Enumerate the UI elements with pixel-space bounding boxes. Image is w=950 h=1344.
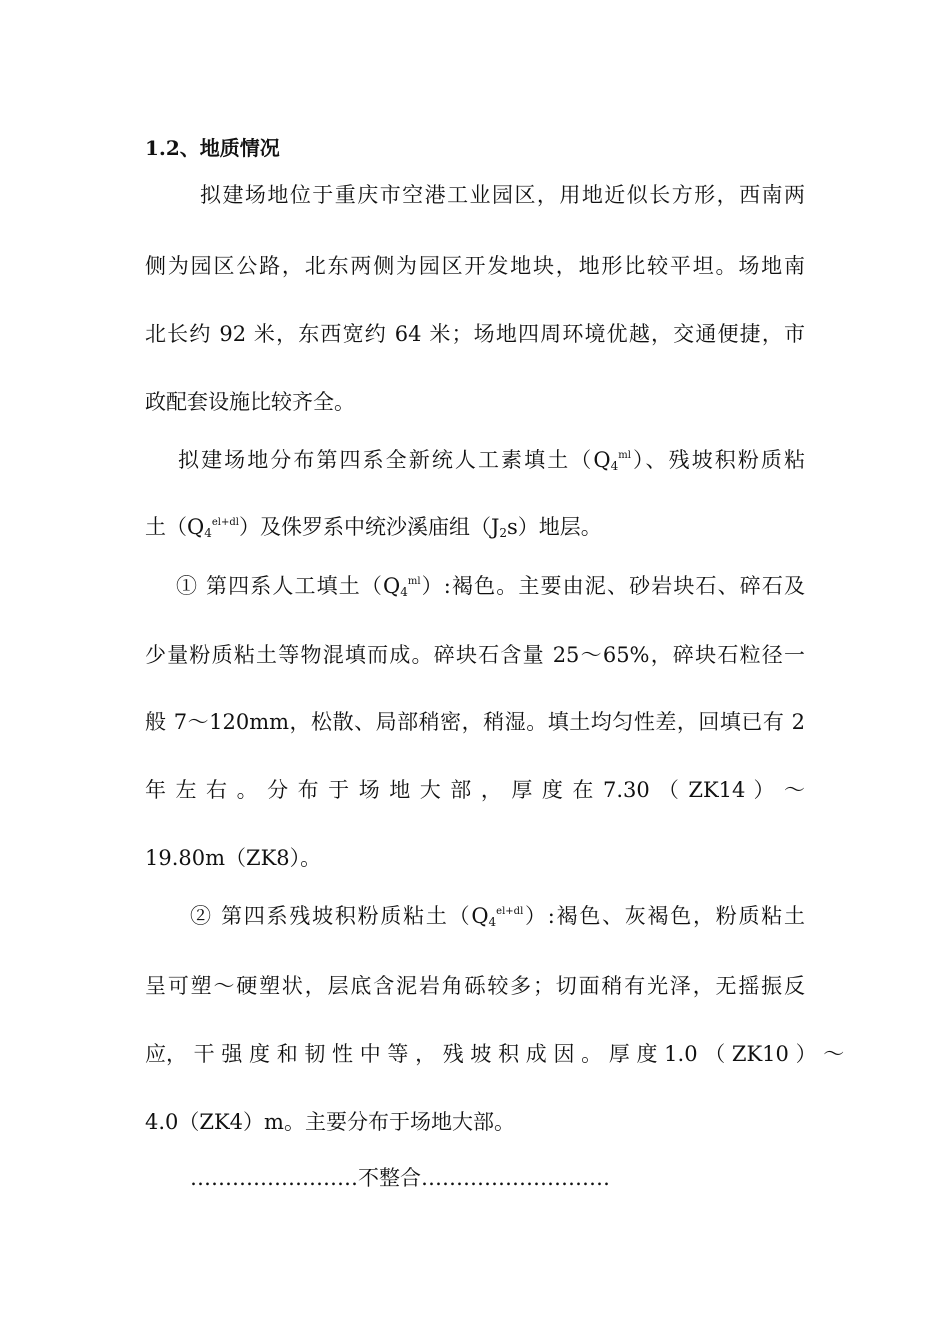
- paragraph2-line2-sub2: 2: [499, 526, 508, 540]
- paragraph2-line1-sub: 4: [610, 459, 619, 473]
- layer1-line1: [176, 571, 805, 601]
- paragraph1-line1: 拟建场地位于重庆市空港工业园区，用地近似长方形，西南两: [200, 183, 805, 207]
- layer2-line1-sub: 4: [488, 915, 497, 929]
- layer2-line3: 应， 干 强 度 和 韧 性 中 等 ， 残 坡 积 成 因 。 厚 度 1.0 （ ZK10 ） ～: [145, 1042, 845, 1066]
- layer1-line5: 19.80m（ZK8）。: [145, 846, 322, 870]
- paragraph1-line3: 北长约 92 米，东西宽约 64 米；场地四周环境优越，交通便捷，市: [145, 322, 805, 346]
- paragraph2-line2-text-a: 土（Q: [145, 515, 205, 539]
- paragraph2-line2-sub: 4: [204, 526, 212, 540]
- layer1-line2: 少量粉质粘土等物混填而成。碎块石含量 25～65%，碎块石粒径一: [145, 643, 805, 667]
- layer1-line1-sup: ml: [407, 576, 421, 587]
- layer1-line3: 般 7～120mm，松散、局部稍密，稍湿。填土均匀性差，回填已有 2: [145, 710, 805, 734]
- paragraph1-line4: 政配套设施比较齐全。: [145, 390, 355, 414]
- layer1-line1-text-b: ）:褐色。主要由泥、砂岩块石、碎石及: [420, 574, 805, 598]
- paragraph1-line2: 侧为园区公路，北东两侧为园区开发地块，地形比较平坦。场地南: [145, 254, 805, 278]
- paragraph2-line2-sup: el+dl: [211, 517, 239, 528]
- paragraph2-line1-text-a: 拟建场地分布第四系全新统人工素填土（Q: [178, 448, 611, 472]
- layer1-line1-text-a: ① 第四系人工填土（Q: [176, 574, 401, 598]
- layer2-line4: 4.0（ZK4）m。主要分布于场地大部。: [145, 1110, 515, 1134]
- section-heading: 1.2、地质情况: [145, 136, 280, 160]
- layer1-line4: 年 左 右 。 分 布 于 场 地 大 部 ， 厚 度 在 7.30 （ ZK14 ） ～: [145, 778, 805, 802]
- paragraph2-line2-text-b: ）及侏罗系中统沙溪庙组（J: [238, 515, 500, 539]
- paragraph2-line2-text-c: s）地层。: [507, 515, 602, 539]
- layer2-line1-text-a: ② 第四系残坡积粉质粘土（Q: [190, 904, 489, 928]
- layer2-line1-sup: el+dl: [496, 906, 524, 917]
- paragraph2-line2: [145, 512, 805, 542]
- layer2-line2: 呈可塑～硬塑状，层底含泥岩角砾较多；切面稍有光泽，无摇振反: [145, 974, 805, 998]
- paragraph2-line1: [178, 445, 805, 475]
- unconformity-line: ……………………不整合………………………: [190, 1166, 610, 1190]
- layer2-line1: [190, 901, 805, 931]
- paragraph2-line1-sup: ml: [618, 450, 631, 461]
- layer1-line1-sub: 4: [400, 585, 408, 599]
- layer2-line1-text-b: ）:褐色、灰褐色，粉质粘土: [523, 904, 805, 928]
- paragraph2-line1-text-b: ）、残坡积粉质粘: [630, 448, 806, 472]
